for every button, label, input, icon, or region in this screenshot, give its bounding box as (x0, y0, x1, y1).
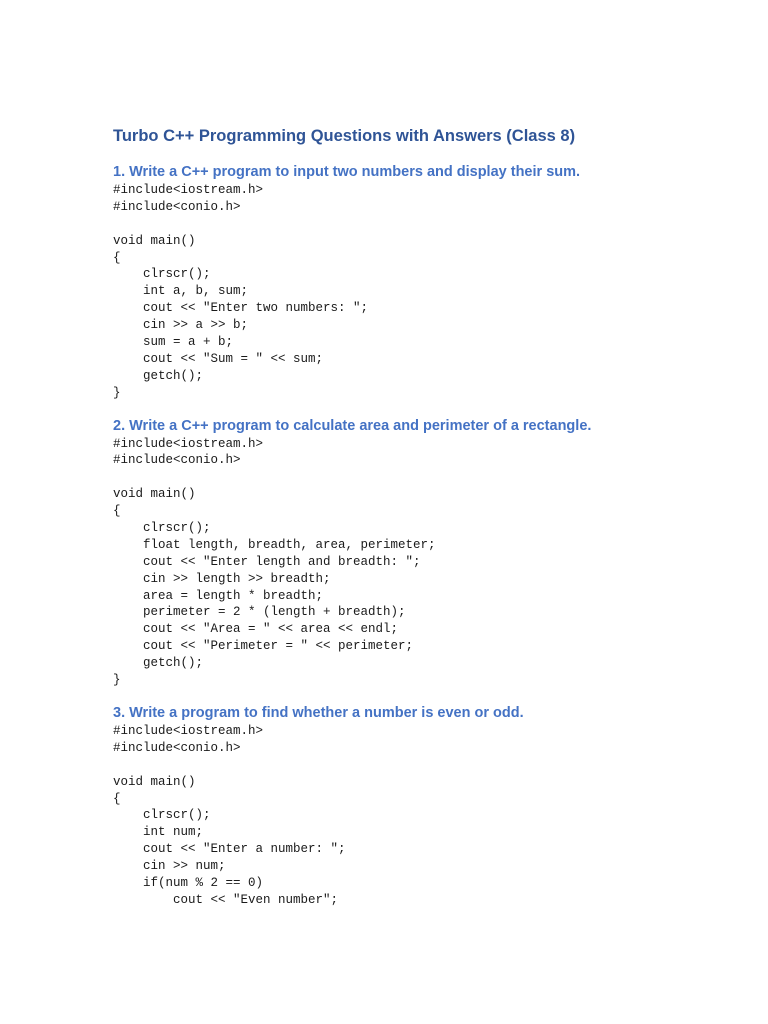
code-line: sum = a + b; (113, 335, 234, 350)
code-line: cin >> length >> breadth; (113, 571, 331, 586)
code-line: cout << "Area = " << area << endl; (113, 622, 399, 637)
code-line: { (113, 504, 121, 519)
code-line: float length, breadth, area, perimeter; (113, 537, 436, 552)
code-line: clrscr(); (113, 267, 211, 282)
code-line: #include<iostream.h> (113, 723, 264, 738)
code-line: int a, b, sum; (113, 284, 249, 299)
question-2-code-block (113, 436, 733, 689)
code-line: #include<iostream.h> (113, 436, 264, 451)
question-3 (113, 703, 733, 909)
document-title: Turbo C++ Programming Questions with Answers (Class 8) (113, 127, 576, 145)
code-line: #include<conio.h> (113, 453, 241, 468)
code-line: clrscr(); (113, 808, 211, 823)
code-line: } (113, 673, 121, 688)
document-content (113, 124, 733, 909)
code-line: int num; (113, 825, 204, 840)
code-line: area = length * breadth; (113, 588, 324, 603)
question-2-heading: 2. Write a C++ program to calculate area and perimeter of a rectangle. (113, 417, 592, 434)
code-line: #include<conio.h> (113, 740, 241, 755)
code-line: #include<conio.h> (113, 199, 241, 214)
question-1-heading: 1. Write a C++ program to input two numbers and display their sum. (113, 164, 581, 180)
code-line: #include<iostream.h> (113, 183, 264, 197)
code-line: void main() (113, 233, 196, 248)
code-line: void main() (113, 487, 196, 502)
code-line: getch(); (113, 656, 204, 671)
question-2 (113, 416, 733, 689)
code-line: cout << "Even number"; (113, 892, 339, 907)
code-line: cin >> num; (113, 859, 226, 874)
question-3-code-block (113, 723, 733, 909)
code-line: { (113, 250, 121, 265)
code-line: cout << "Enter length and breadth: "; (113, 554, 421, 569)
question-1 (113, 162, 733, 402)
question-1-code-block (113, 182, 733, 402)
code-line: } (113, 385, 121, 400)
code-line: if(num % 2 == 0) (113, 875, 264, 890)
code-line: cout << "Perimeter = " << perimeter; (113, 639, 414, 654)
question-3-heading: 3. Write a program to find whether a number is even or odd. (113, 704, 524, 721)
code-line: perimeter = 2 * (length + breadth); (113, 605, 406, 620)
code-line: void main() (113, 774, 196, 789)
code-line: clrscr(); (113, 521, 211, 536)
code-line: cout << "Enter two numbers: "; (113, 301, 369, 316)
code-line: cout << "Enter a number: "; (113, 842, 346, 857)
code-line (113, 216, 733, 233)
code-line (113, 757, 733, 774)
code-line (113, 469, 733, 486)
code-line: { (113, 791, 121, 806)
code-line: getch(); (113, 368, 204, 383)
code-line: cout << "Sum = " << sum; (113, 351, 324, 366)
code-line: cin >> a >> b; (113, 318, 249, 333)
